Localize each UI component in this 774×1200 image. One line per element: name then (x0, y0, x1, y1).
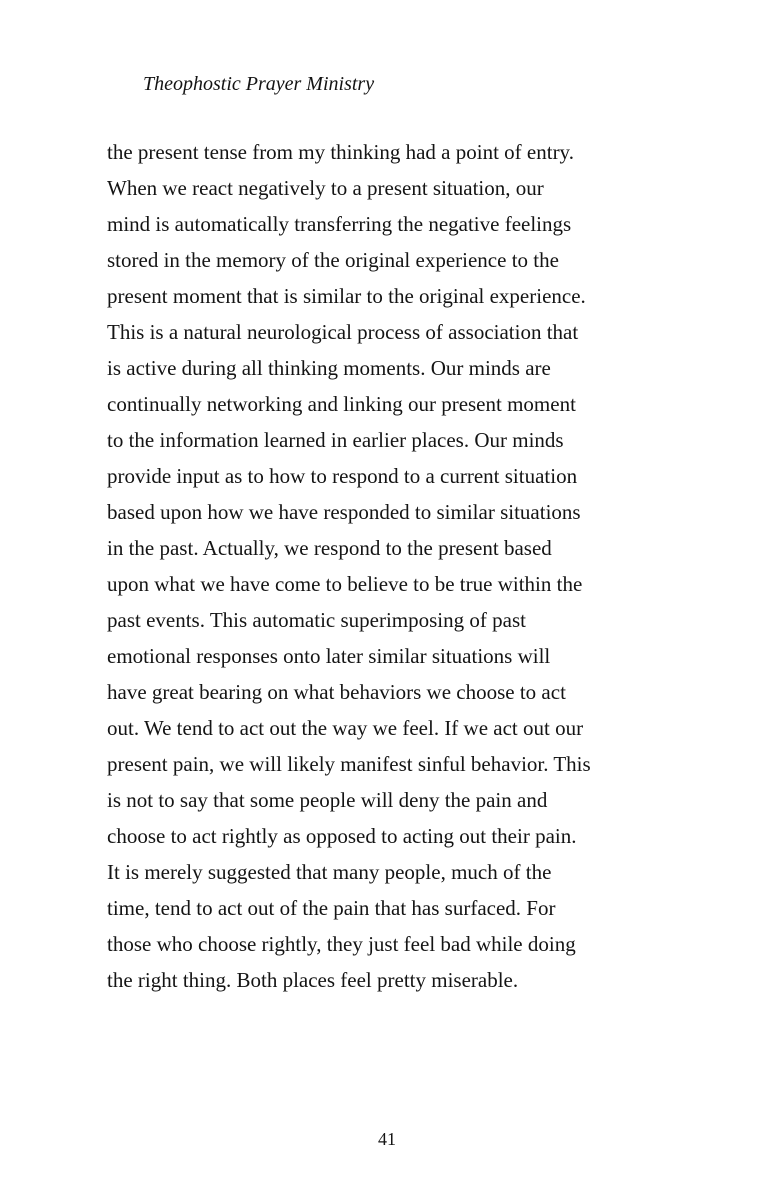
text-line: choose to act rightly as opposed to acting out their pain. (107, 824, 577, 848)
text-line: stored in the memory of the original experience to the (107, 248, 559, 272)
text-line: present pain, we will likely manifest sinful behavior. This (107, 752, 591, 776)
running-header: Theophostic Prayer Ministry (143, 73, 375, 95)
text-line: is active during all thinking moments. Our minds are (107, 356, 551, 380)
text-line: continually networking and linking our present moment (107, 392, 576, 416)
text-line: out. We tend to act out the way we feel. If we act out our (107, 716, 584, 740)
text-line: the right thing. Both places feel pretty miserable. (107, 968, 519, 992)
text-line: When we react negatively to a present situation, our (107, 176, 544, 200)
text-line: to the information learned in earlier places. Our minds (107, 428, 564, 452)
text-line: It is merely suggested that many people, much of the (107, 860, 552, 884)
body-paragraph (107, 134, 707, 998)
text-line: those who choose rightly, they just feel bad while doing (107, 932, 576, 956)
text-line: based upon how we have responded to similar situations (107, 500, 581, 524)
text-line: time, tend to act out of the pain that has surfaced. For (107, 896, 556, 920)
page-number: 41 (378, 1129, 396, 1149)
text-line: mind is automatically transferring the negative feelings (107, 212, 572, 236)
text-line: have great bearing on what behaviors we choose to act (107, 680, 566, 704)
text-line: in the past. Actually, we respond to the present based (107, 536, 552, 560)
text-line: provide input as to how to respond to a current situation (107, 464, 578, 488)
text-line: This is a natural neurological process of association that (107, 320, 579, 344)
text-line: is not to say that some people will deny the pain and (107, 788, 548, 812)
text-line: upon what we have come to believe to be true within the (107, 572, 583, 596)
text-line: the present tense from my thinking had a point of entry. (107, 140, 574, 164)
text-line: present moment that is similar to the original experience. (107, 284, 586, 308)
text-line: emotional responses onto later similar situations will (107, 644, 551, 668)
text-line: past events. This automatic superimposing of past (107, 608, 526, 632)
